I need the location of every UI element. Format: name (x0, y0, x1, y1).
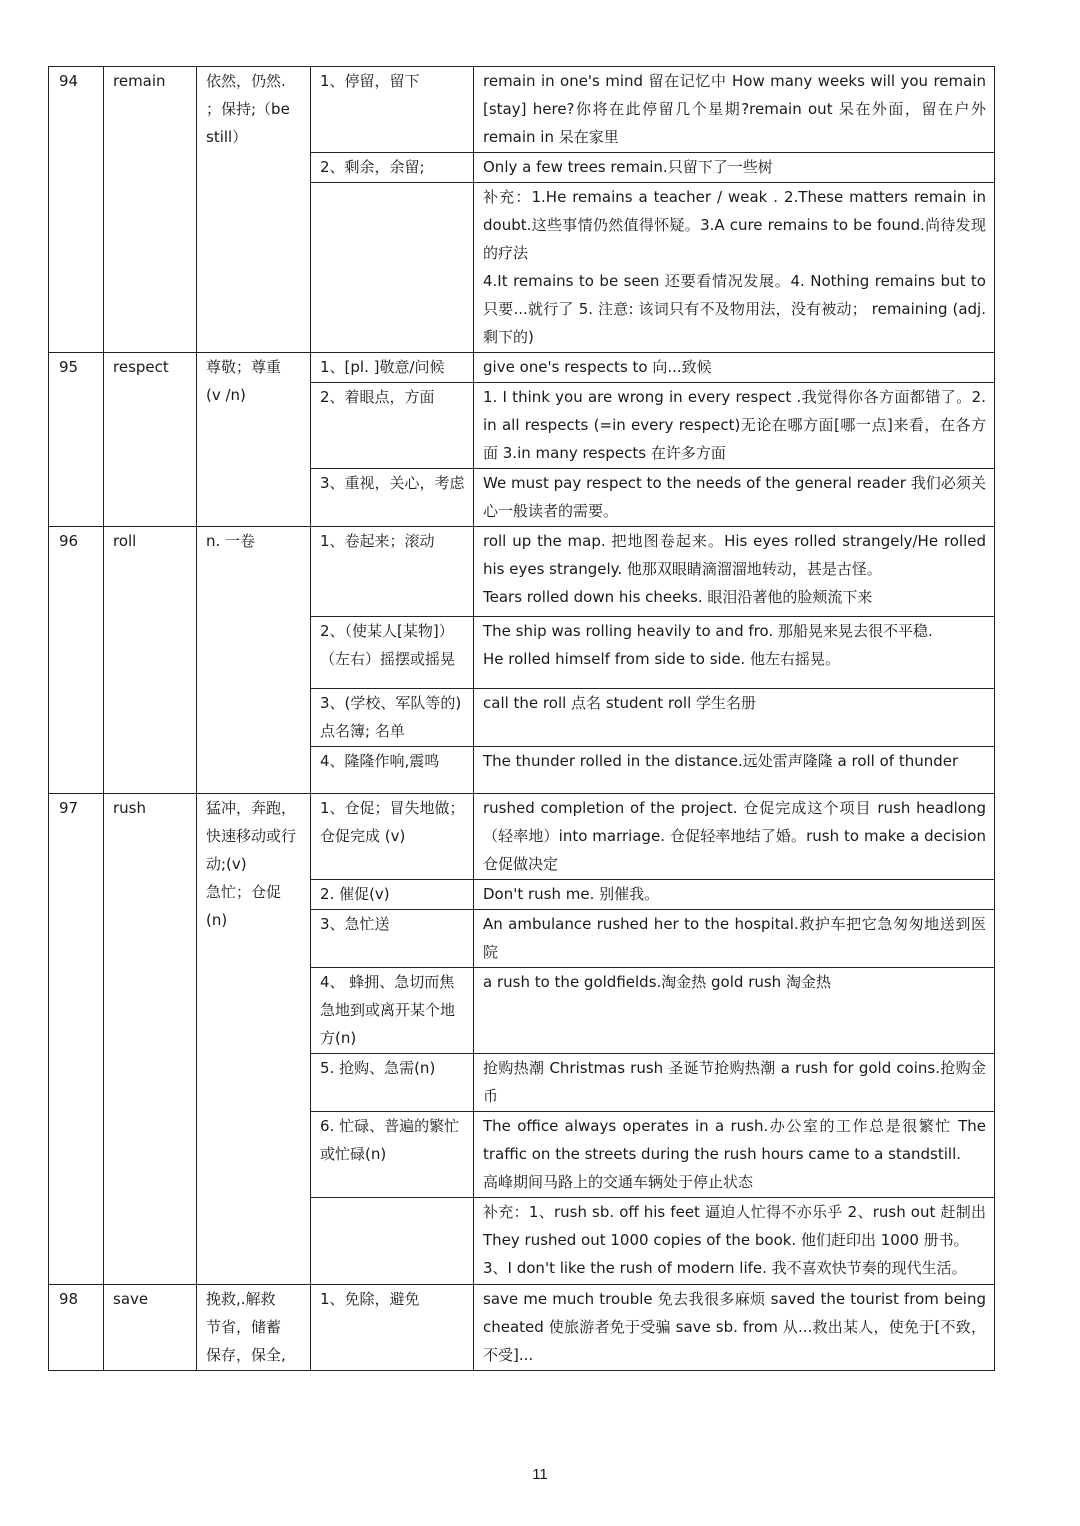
example-cell: roll up the map. 把地图卷起来。His eyes rolled strangely/He rolled his eyes strangely. 他那双眼睛滴溜溜地转动，甚是古怪。 Tears rolled down his cheeks. 眼泪沿著他的脸颊流下来 (474, 527, 995, 617)
example-cell: rushed completion of the project. 仓促完成这个项目 rush headlong（轻率地）into marriage. 仓促轻率地结了婚。rush to make a decision 仓促做决定 (474, 794, 995, 880)
entry-meaning: 依然，仍然. ；保持;（be still） (197, 67, 311, 353)
sense-cell: 6. 忙碌、普遍的繁忙或忙碌(n) (311, 1112, 474, 1198)
example-cell: call the roll 点名 student roll 学生名册 (474, 689, 995, 747)
sense-cell: 2、剩余，余留; (311, 153, 474, 183)
entry-number: 96 (49, 527, 104, 794)
sense-cell (311, 183, 474, 353)
example-cell: The thunder rolled in the distance.远处雷声隆隆 a roll of thunder (474, 747, 995, 794)
example-cell: remain in one's mind 留在记忆中 How many weeks will you remain [stay] here?你将在此停留几个星期?remain out 呆在外面，留在户外 remain in 呆在家里 (474, 67, 995, 153)
sense-cell: 1、[pl. ]敬意/问候 (311, 353, 474, 383)
sense-cell: 1、停留，留下 (311, 67, 474, 153)
example-cell: save me much trouble 免去我很多麻烦 saved the tourist from being cheated 使旅游者免于受骗 save sb. from 从...救出某人，使免于[不致，不受]... (474, 1285, 995, 1371)
example-cell: 补充：1.He remains a teacher / weak . 2.These matters remain in doubt.这些事情仍然值得怀疑。3.A cure remains to be found.尚待发现的疗法 4.It remains to be seen 还要看情况发展。4. Nothing remains but to 只要...就行了 5. 注意: 该词只有不及物用法，没有被动； remaining (adj.剩下的) (474, 183, 995, 353)
example-cell: 抢购热潮 Christmas rush 圣诞节抢购热潮 a rush for gold coins.抢购金币 (474, 1054, 995, 1112)
sense-cell: 3、急忙送 (311, 910, 474, 968)
example-cell: The ship was rolling heavily to and fro. 那船晃来晃去很不平稳. He rolled himself from side to side. 他左右摇晃。 (474, 617, 995, 689)
example-cell: give one's respects to 向...致候 (474, 353, 995, 383)
table-row (49, 794, 995, 880)
sense-cell: 1、免除，避免 (311, 1285, 474, 1371)
entry-word: respect (104, 353, 197, 527)
example-cell: The office always operates in a rush.办公室的工作总是很繁忙 The traffic on the streets during the rush hours came to a standstill. 高峰期间马路上的交通车辆处于停止状态 (474, 1112, 995, 1198)
example-cell: a rush to the goldfields.淘金热 gold rush 淘金热 (474, 968, 995, 1054)
example-cell: 1. I think you are wrong in every respect .我觉得你各方面都错了。2. in all respects (=in every respect)无论在哪方面[哪一点]来看，在各方面 3.in many respects 在许多方面 (474, 383, 995, 469)
example-cell: Don't rush me. 别催我。 (474, 880, 995, 910)
entry-meaning: 猛冲，奔跑，快速移动或行动;(v) 急忙；仓促(n) (197, 794, 311, 1285)
sense-cell (311, 1198, 474, 1285)
page-number: 11 (532, 1466, 548, 1483)
entry-word: rush (104, 794, 197, 1285)
table-row (49, 527, 995, 617)
sense-cell: 2. 催促(v) (311, 880, 474, 910)
sense-cell: 3、(学校、军队等的)点名簿; 名单 (311, 689, 474, 747)
sense-cell: 4、 蜂拥、急切而焦急地到或离开某个地方(n) (311, 968, 474, 1054)
sense-cell: 1、卷起来；滚动 (311, 527, 474, 617)
sense-cell: 1、仓促；冒失地做；仓促完成 (v) (311, 794, 474, 880)
entry-meaning: n. 一卷 (197, 527, 311, 794)
sense-cell: 3、重视，关心，考虑 (311, 469, 474, 527)
entry-word: roll (104, 527, 197, 794)
entry-number: 94 (49, 67, 104, 353)
entry-word: remain (104, 67, 197, 353)
entry-word: save (104, 1285, 197, 1371)
entry-number: 95 (49, 353, 104, 527)
table-row (49, 67, 995, 153)
example-cell: An ambulance rushed her to the hospital.救护车把它急匆匆地送到医院 (474, 910, 995, 968)
sense-cell: 5. 抢购、急需(n) (311, 1054, 474, 1112)
example-cell: 补充：1、rush sb. off his feet 逼迫人忙得不亦乐乎 2、rush out 赶制出 They rushed out 1000 copies of the book. 他们赶印出 1000 册书。 3、I don't like the rush of modern life. 我不喜欢快节奏的现代生活。 (474, 1198, 995, 1285)
example-cell: We must pay respect to the needs of the general reader 我们必须关心一般读者的需要。 (474, 469, 995, 527)
vocabulary-table (48, 66, 995, 1371)
entry-number: 98 (49, 1285, 104, 1371)
sense-cell: 2、着眼点，方面 (311, 383, 474, 469)
sense-cell: 2、（使某人[某物]）（左右）摇摆或摇晃 (311, 617, 474, 689)
table-row (49, 1285, 995, 1371)
sense-cell: 4、隆隆作响,震鸣 (311, 747, 474, 794)
table-row (49, 353, 995, 383)
entry-number: 97 (49, 794, 104, 1285)
entry-meaning: 挽救,.解救 节省，储蓄 保存，保全, (197, 1285, 311, 1371)
vocabulary-table-body (49, 67, 995, 1371)
example-cell: Only a few trees remain.只留下了一些树 (474, 153, 995, 183)
entry-meaning: 尊敬；尊重 (v /n) (197, 353, 311, 527)
